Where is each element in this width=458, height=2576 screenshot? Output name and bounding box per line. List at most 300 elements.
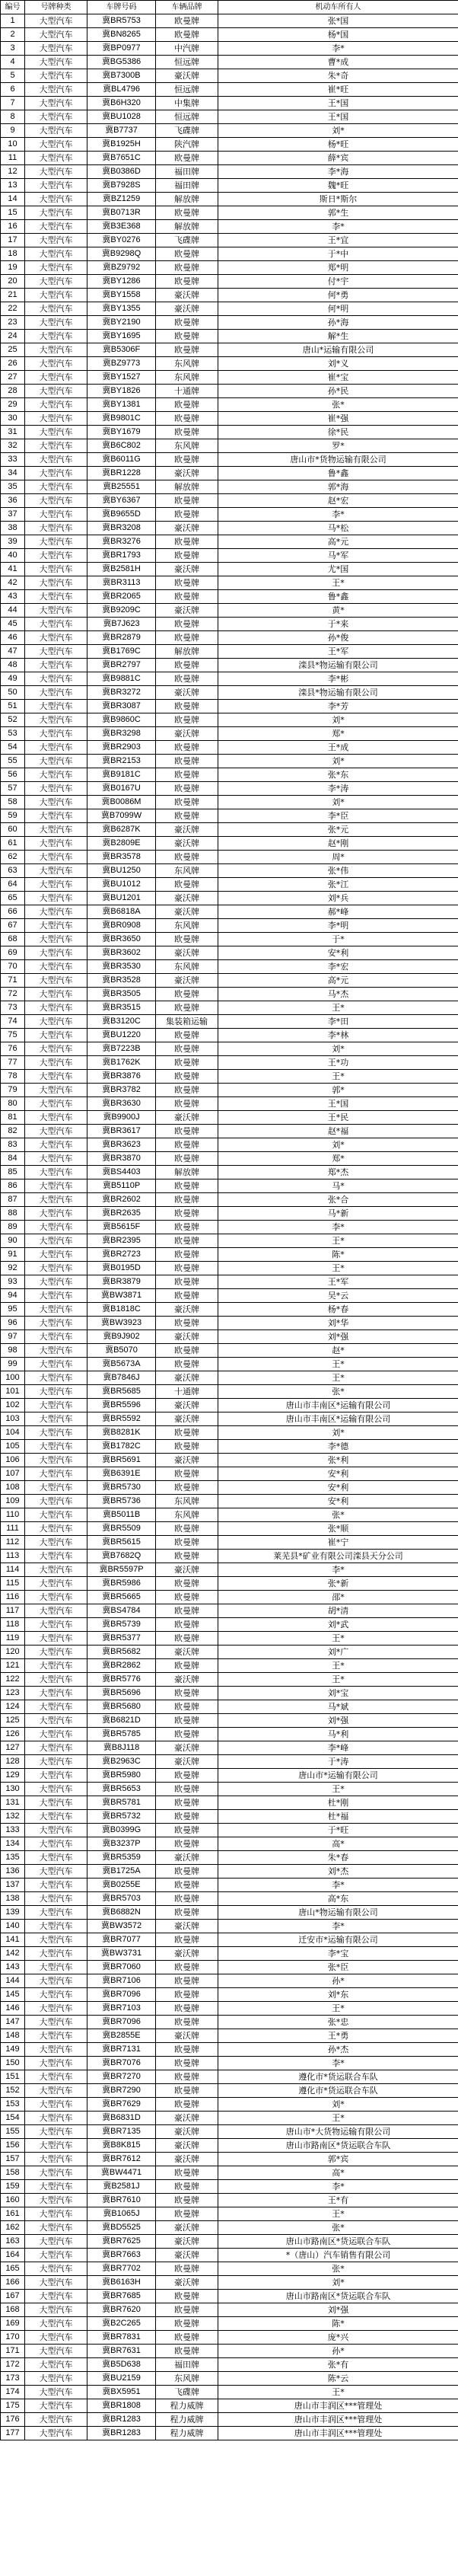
row-number: 40 — [1, 549, 25, 563]
plate-number: 冀BZ9773 — [87, 357, 156, 371]
table-row — [1, 1714, 458, 1728]
plate-type: 大型汽车 — [25, 631, 87, 645]
row-number: 82 — [1, 1125, 25, 1138]
vehicle-brand: 欧曼牌 — [156, 330, 218, 343]
plate-type: 大型汽车 — [25, 1467, 87, 1481]
table-row — [1, 2098, 458, 2112]
row-number: 156 — [1, 2139, 25, 2153]
vehicle-owner: 朱*春 — [218, 1851, 458, 1865]
vehicle-brand: 欧曼牌 — [156, 1426, 218, 1440]
table-row — [1, 1042, 458, 1056]
row-number: 175 — [1, 2399, 25, 2413]
row-number: 168 — [1, 2303, 25, 2317]
plate-number: 冀B9860C — [87, 713, 156, 727]
plate-number: 冀B9J902 — [87, 1330, 156, 1344]
row-number: 165 — [1, 2262, 25, 2276]
plate-number: 冀BR5781 — [87, 1796, 156, 1810]
table-row — [1, 1111, 458, 1125]
plate-type: 大型汽车 — [25, 2057, 87, 2070]
row-number: 123 — [1, 1687, 25, 1700]
table-header-row — [1, 1, 458, 14]
row-number: 31 — [1, 426, 25, 439]
row-number: 67 — [1, 919, 25, 933]
plate-type: 大型汽车 — [25, 1563, 87, 1577]
vehicle-owner: 于*中 — [218, 247, 458, 261]
vehicle-owner: 王*军 — [218, 1275, 458, 1289]
table-row — [1, 1563, 458, 1577]
vehicle-owner: 马*军 — [218, 549, 458, 563]
vehicle-brand: 豪沃牌 — [156, 1412, 218, 1426]
plate-type: 大型汽车 — [25, 522, 87, 535]
table-row — [1, 275, 458, 289]
plate-type: 大型汽车 — [25, 316, 87, 330]
vehicle-brand: 欧曼牌 — [156, 1783, 218, 1796]
vehicle-owner: 杜*刚 — [218, 1796, 458, 1810]
plate-type: 大型汽车 — [25, 1796, 87, 1810]
row-number: 17 — [1, 234, 25, 247]
table-row — [1, 2235, 458, 2249]
vehicle-brand: 欧曼牌 — [156, 2043, 218, 2057]
vehicle-owner: 郑*明 — [218, 261, 458, 275]
table-row — [1, 768, 458, 782]
vehicle-owner: 刘* — [218, 1426, 458, 1440]
vehicle-brand: 欧曼牌 — [156, 1604, 218, 1618]
row-number: 94 — [1, 1289, 25, 1303]
plate-number: 冀B6H320 — [87, 97, 156, 110]
plate-number: 冀BR3530 — [87, 960, 156, 974]
vehicle-owner: 刘* — [218, 796, 458, 809]
vehicle-owner: 唐山市丰润区***管理处 — [218, 2399, 458, 2413]
plate-type: 大型汽车 — [25, 741, 87, 755]
vehicle-brand: 欧曼牌 — [156, 700, 218, 713]
plate-number: 冀BR3602 — [87, 946, 156, 960]
vehicle-brand: 豪沃牌 — [156, 1673, 218, 1687]
vehicle-brand: 欧曼牌 — [156, 1070, 218, 1084]
plate-type: 大型汽车 — [25, 2029, 87, 2043]
row-number: 19 — [1, 261, 25, 275]
plate-type: 大型汽车 — [25, 809, 87, 823]
row-number: 139 — [1, 1906, 25, 1920]
plate-number: 冀BR5776 — [87, 1673, 156, 1687]
vehicle-owner: 张*利 — [218, 1454, 458, 1467]
vehicle-owner: 高*东 — [218, 1892, 458, 1906]
vehicle-owner: 赵* — [218, 1344, 458, 1358]
vehicle-owner: 郝*峰 — [218, 905, 458, 919]
vehicle-brand: 豪沃牌 — [156, 1111, 218, 1125]
vehicle-brand: 十通牌 — [156, 1385, 218, 1399]
vehicle-owner: 斯日*斯尔 — [218, 193, 458, 206]
vehicle-brand: 欧曼牌 — [156, 1179, 218, 1193]
plate-type: 大型汽车 — [25, 700, 87, 713]
table-row — [1, 590, 458, 604]
plate-number: 冀B7300B — [87, 69, 156, 83]
vehicle-brand: 豪沃牌 — [156, 69, 218, 83]
vehicle-brand: 福田牌 — [156, 2358, 218, 2372]
plate-number: 冀B7J623 — [87, 618, 156, 631]
vehicle-owner: 刘* — [218, 713, 458, 727]
table-row — [1, 69, 458, 83]
plate-type: 大型汽车 — [25, 1001, 87, 1015]
vehicle-brand: 豪沃牌 — [156, 522, 218, 535]
row-number: 126 — [1, 1728, 25, 1741]
plate-type: 大型汽车 — [25, 1920, 87, 1933]
vehicle-owner: 刘* — [218, 124, 458, 138]
row-number: 8 — [1, 110, 25, 124]
row-number: 50 — [1, 686, 25, 700]
row-number: 151 — [1, 2070, 25, 2084]
row-number: 149 — [1, 2043, 25, 2057]
plate-number: 冀BZ9792 — [87, 261, 156, 275]
row-number: 121 — [1, 1659, 25, 1673]
vehicle-brand: 欧曼牌 — [156, 1001, 218, 1015]
row-number: 161 — [1, 2207, 25, 2221]
row-number: 58 — [1, 796, 25, 809]
plate-number: 冀B1782C — [87, 1440, 156, 1454]
plate-type: 大型汽车 — [25, 234, 87, 247]
plate-type: 大型汽车 — [25, 1988, 87, 2002]
plate-type: 大型汽车 — [25, 1687, 87, 1700]
table-row — [1, 809, 458, 823]
plate-number: 冀BR3208 — [87, 522, 156, 535]
vehicle-brand: 欧曼牌 — [156, 713, 218, 727]
vehicle-brand: 欧曼牌 — [156, 741, 218, 755]
row-number: 35 — [1, 480, 25, 494]
vehicle-brand: 欧曼牌 — [156, 2016, 218, 2029]
vehicle-brand: 程力威牌 — [156, 2413, 218, 2427]
vehicle-owner: 罗* — [218, 439, 458, 453]
table-row — [1, 1152, 458, 1166]
table-row — [1, 1906, 458, 1920]
plate-number: 冀B7928S — [87, 179, 156, 193]
row-number: 11 — [1, 152, 25, 165]
row-number: 76 — [1, 1042, 25, 1056]
vehicle-owner: 刘*强 — [218, 1330, 458, 1344]
vehicle-brand: 欧曼牌 — [156, 1837, 218, 1851]
table-row — [1, 933, 458, 946]
plate-number: 冀BR7106 — [87, 1974, 156, 1988]
plate-number: 冀BR1283 — [87, 2427, 156, 2440]
table-row — [1, 234, 458, 247]
plate-number: 冀BZ1259 — [87, 193, 156, 206]
vehicle-owner: 王* — [218, 1070, 458, 1084]
vehicle-brand: 豪沃牌 — [156, 2153, 218, 2166]
vehicle-brand: 欧曼牌 — [156, 2098, 218, 2112]
vehicle-brand: 欧曼牌 — [156, 494, 218, 508]
plate-type: 大型汽车 — [25, 330, 87, 343]
vehicle-brand: 程力威牌 — [156, 2427, 218, 2440]
vehicle-brand: 中汽牌 — [156, 42, 218, 56]
table-row — [1, 2180, 458, 2194]
plate-number: 冀B9209C — [87, 604, 156, 618]
table-row — [1, 1179, 458, 1193]
vehicle-brand: 欧曼牌 — [156, 1248, 218, 1262]
plate-type: 大型汽车 — [25, 1851, 87, 1865]
vehicle-brand: 欧曼牌 — [156, 1687, 218, 1700]
plate-type: 大型汽车 — [25, 686, 87, 700]
plate-type: 大型汽车 — [25, 1495, 87, 1508]
plate-number: 冀BR7631 — [87, 2345, 156, 2358]
table-row — [1, 1796, 458, 1810]
vehicle-brand: 福田牌 — [156, 165, 218, 179]
plate-type: 大型汽车 — [25, 1426, 87, 1440]
plate-number: 冀BR3876 — [87, 1070, 156, 1084]
vehicle-owner: 孙*杰 — [218, 2043, 458, 2057]
vehicle-brand: 欧曼牌 — [156, 2194, 218, 2207]
row-number: 60 — [1, 823, 25, 837]
vehicle-brand: 陕汽牌 — [156, 138, 218, 152]
plate-type: 大型汽车 — [25, 1138, 87, 1152]
vehicle-owner: 高* — [218, 2166, 458, 2180]
vehicle-brand: 东风牌 — [156, 1495, 218, 1508]
vehicle-owner: 王* — [218, 576, 458, 590]
row-number: 89 — [1, 1221, 25, 1234]
table-row — [1, 439, 458, 453]
plate-number: 冀B5070 — [87, 1344, 156, 1358]
vehicle-owner: 王*宜 — [218, 234, 458, 247]
plate-number: 冀B3E368 — [87, 220, 156, 234]
vehicle-owner: 于* — [218, 933, 458, 946]
vehicle-owner: 安*利 — [218, 946, 458, 960]
vehicle-brand: 欧曼牌 — [156, 152, 218, 165]
plate-number: 冀BR5732 — [87, 1810, 156, 1824]
plate-type: 大型汽车 — [25, 1275, 87, 1289]
table-row — [1, 1961, 458, 1974]
plate-type: 大型汽车 — [25, 796, 87, 809]
vehicle-brand: 欧曼牌 — [156, 28, 218, 42]
vehicle-brand: 东风牌 — [156, 960, 218, 974]
plate-number: 冀B0086M — [87, 796, 156, 809]
plate-type: 大型汽车 — [25, 823, 87, 837]
vehicle-brand: 豪沃牌 — [156, 1330, 218, 1344]
table-row — [1, 535, 458, 549]
table-row — [1, 2372, 458, 2386]
vehicle-brand: 欧曼牌 — [156, 1522, 218, 1536]
table-row — [1, 1536, 458, 1550]
table-row — [1, 1824, 458, 1837]
vehicle-owner: 迁安市*运输有限公司 — [218, 1933, 458, 1947]
vehicle-owner: 王*军 — [218, 645, 458, 659]
vehicle-owner: 唐山市丰润区***管理处 — [218, 2427, 458, 2440]
vehicle-brand: 豪沃牌 — [156, 1741, 218, 1755]
vehicle-brand: 欧曼牌 — [156, 206, 218, 220]
table-row — [1, 2070, 458, 2084]
vehicle-brand: 欧曼牌 — [156, 2180, 218, 2194]
vehicle-brand: 豪沃牌 — [156, 2125, 218, 2139]
row-number: 92 — [1, 1262, 25, 1275]
table-row — [1, 110, 458, 124]
vehicle-owner: 崔*旺 — [218, 83, 458, 97]
plate-type: 大型汽车 — [25, 2249, 87, 2262]
vehicle-brand: 欧曼牌 — [156, 1029, 218, 1042]
vehicle-brand: 欧曼牌 — [156, 343, 218, 357]
row-number: 85 — [1, 1166, 25, 1179]
plate-type: 大型汽车 — [25, 2139, 87, 2153]
row-number: 97 — [1, 1330, 25, 1344]
vehicle-owner: 唐山*运输有限公司 — [218, 343, 458, 357]
plate-number: 冀BR5665 — [87, 1591, 156, 1604]
plate-type: 大型汽车 — [25, 946, 87, 960]
plate-type: 大型汽车 — [25, 138, 87, 152]
row-number: 173 — [1, 2372, 25, 2386]
table-row — [1, 2276, 458, 2290]
vehicle-owner: 周* — [218, 851, 458, 864]
table-row — [1, 645, 458, 659]
plate-number: 冀BR3650 — [87, 933, 156, 946]
vehicle-brand: 欧曼牌 — [156, 1892, 218, 1906]
plate-number: 冀BR5730 — [87, 1481, 156, 1495]
row-number: 52 — [1, 713, 25, 727]
row-number: 5 — [1, 69, 25, 83]
vehicle-brand: 豪沃牌 — [156, 837, 218, 851]
vehicle-owner: 高*元 — [218, 535, 458, 549]
table-row — [1, 946, 458, 960]
plate-number: 冀BU1220 — [87, 1029, 156, 1042]
vehicle-owner: 杨*国 — [218, 28, 458, 42]
vehicle-brand: 欧曼牌 — [156, 1262, 218, 1275]
vehicle-owner: 徐*民 — [218, 426, 458, 439]
plate-type: 大型汽车 — [25, 2262, 87, 2276]
plate-number: 冀B5011B — [87, 1508, 156, 1522]
vehicle-brand: 欧曼牌 — [156, 1193, 218, 1207]
plate-number: 冀B1065J — [87, 2207, 156, 2221]
table-row — [1, 2399, 458, 2413]
table-row — [1, 563, 458, 576]
plate-type: 大型汽车 — [25, 1303, 87, 1317]
table-row — [1, 1920, 458, 1933]
row-number: 48 — [1, 659, 25, 672]
plate-number: 冀BR3528 — [87, 974, 156, 988]
row-number: 2 — [1, 28, 25, 42]
row-number: 105 — [1, 1440, 25, 1454]
vehicle-brand: 欧曼牌 — [156, 2331, 218, 2345]
table-row — [1, 165, 458, 179]
row-number: 138 — [1, 1892, 25, 1906]
vehicle-brand: 福田牌 — [156, 179, 218, 193]
plate-type: 大型汽车 — [25, 2016, 87, 2029]
table-row — [1, 2194, 458, 2207]
vehicle-owner: 刘* — [218, 1138, 458, 1152]
vehicle-owner: 孙* — [218, 1974, 458, 1988]
plate-number: 冀BR5685 — [87, 1385, 156, 1399]
row-number: 88 — [1, 1207, 25, 1221]
table-row — [1, 1495, 458, 1508]
plate-type: 大型汽车 — [25, 1550, 87, 1563]
vehicle-brand: 豪沃牌 — [156, 2235, 218, 2249]
plate-number: 冀BR7076 — [87, 2057, 156, 2070]
vehicle-brand: 豪沃牌 — [156, 727, 218, 741]
plate-type: 大型汽车 — [25, 1700, 87, 1714]
table-row — [1, 1029, 458, 1042]
plate-type: 大型汽车 — [25, 1221, 87, 1234]
plate-number: 冀BR3782 — [87, 1084, 156, 1097]
vehicle-owner: 张*合 — [218, 1193, 458, 1207]
vehicle-owner: 郑* — [218, 1152, 458, 1166]
plate-number: 冀BR7685 — [87, 2290, 156, 2303]
row-number: 36 — [1, 494, 25, 508]
vehicle-brand: 欧曼牌 — [156, 1467, 218, 1481]
vehicle-owner: 李*明 — [218, 919, 458, 933]
vehicle-owner: 于*旺 — [218, 1824, 458, 1837]
row-number: 135 — [1, 1851, 25, 1865]
table-row — [1, 316, 458, 330]
plate-number: 冀BR2065 — [87, 590, 156, 604]
plate-number: 冀B9900J — [87, 1111, 156, 1125]
row-number: 101 — [1, 1385, 25, 1399]
plate-number: 冀BR5653 — [87, 1783, 156, 1796]
plate-type: 大型汽车 — [25, 1385, 87, 1399]
vehicle-owner: 唐山市*大货物运输有限公司 — [218, 2125, 458, 2139]
plate-type: 大型汽车 — [25, 864, 87, 878]
plate-number: 冀B5673A — [87, 1358, 156, 1371]
vehicle-brand: 欧曼牌 — [156, 1824, 218, 1837]
table-row — [1, 1618, 458, 1632]
table-row — [1, 974, 458, 988]
plate-type: 大型汽车 — [25, 1262, 87, 1275]
plate-number: 冀BP0977 — [87, 42, 156, 56]
vehicle-brand: 豪沃牌 — [156, 2221, 218, 2235]
plate-type: 大型汽车 — [25, 1207, 87, 1221]
row-number: 117 — [1, 1604, 25, 1618]
plate-number: 冀BR5980 — [87, 1769, 156, 1783]
table-row — [1, 1138, 458, 1152]
plate-type: 大型汽车 — [25, 1536, 87, 1550]
plate-number: 冀BR7831 — [87, 2331, 156, 2345]
row-number: 18 — [1, 247, 25, 261]
plate-type: 大型汽车 — [25, 2098, 87, 2112]
plate-number: 冀B0399G — [87, 1824, 156, 1837]
plate-type: 大型汽车 — [25, 1070, 87, 1084]
vehicle-owner: 马*新 — [218, 1207, 458, 1221]
plate-type: 大型汽车 — [25, 2331, 87, 2345]
plate-type: 大型汽车 — [25, 1179, 87, 1193]
table-row — [1, 426, 458, 439]
vehicle-brand: 欧曼牌 — [156, 1618, 218, 1632]
plate-number: 冀BR2602 — [87, 1193, 156, 1207]
row-number: 160 — [1, 2194, 25, 2207]
plate-type: 大型汽车 — [25, 385, 87, 398]
plate-number: 冀BR7610 — [87, 2194, 156, 2207]
plate-number: 冀B7846J — [87, 1371, 156, 1385]
plate-type: 大型汽车 — [25, 549, 87, 563]
table-row — [1, 480, 458, 494]
plate-number: 冀BR7629 — [87, 2098, 156, 2112]
plate-type: 大型汽车 — [25, 179, 87, 193]
plate-number: 冀BR7131 — [87, 2043, 156, 2057]
vehicle-brand: 欧曼牌 — [156, 782, 218, 796]
plate-number: 冀B6818A — [87, 905, 156, 919]
row-number: 90 — [1, 1234, 25, 1248]
table-row — [1, 398, 458, 412]
vehicle-brand: 飞碟牌 — [156, 234, 218, 247]
vehicle-brand: 欧曼牌 — [156, 1974, 218, 1988]
vehicle-owner: 曹*成 — [218, 56, 458, 69]
table-row — [1, 1358, 458, 1371]
vehicle-brand: 欧曼牌 — [156, 1714, 218, 1728]
vehicle-owner: 王* — [218, 1632, 458, 1646]
row-number: 118 — [1, 1618, 25, 1632]
plate-type: 大型汽车 — [25, 1577, 87, 1591]
plate-type: 大型汽车 — [25, 2372, 87, 2386]
vehicle-owner: 李*宏 — [218, 960, 458, 974]
plate-number: 冀B6821D — [87, 1714, 156, 1728]
vehicle-brand: 豪沃牌 — [156, 974, 218, 988]
vehicle-brand: 欧曼牌 — [156, 1988, 218, 2002]
plate-type: 大型汽车 — [25, 645, 87, 659]
plate-number: 冀BY1286 — [87, 275, 156, 289]
plate-number: 冀B9881C — [87, 672, 156, 686]
vehicle-owner: 高*元 — [218, 974, 458, 988]
vehicle-owner: 唐山市*货物运输有限公司 — [218, 453, 458, 467]
